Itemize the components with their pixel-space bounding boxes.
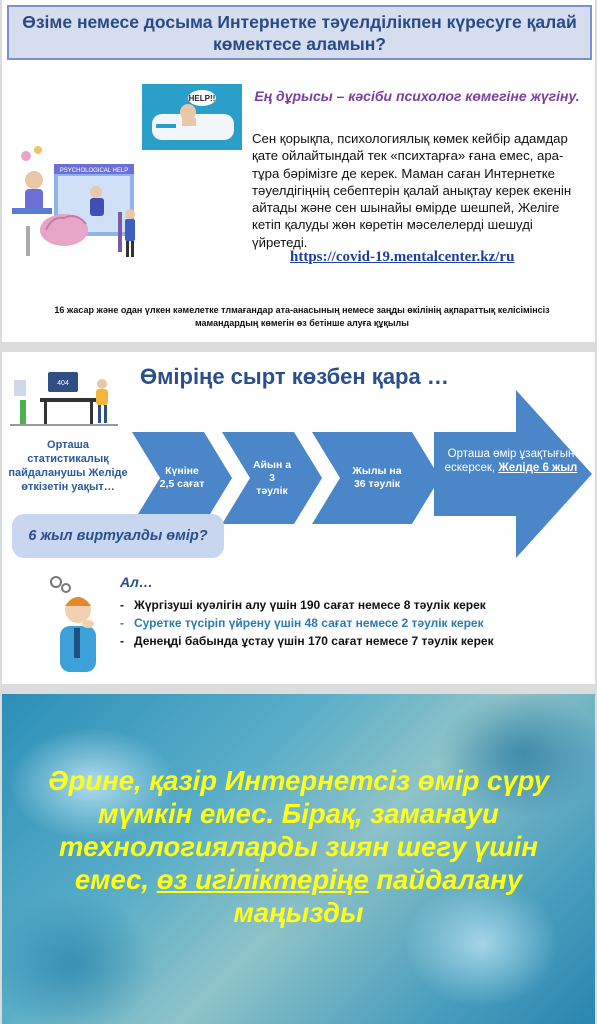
virtual-life-box [12, 514, 224, 558]
svg-text:404: 404 [57, 380, 69, 387]
svg-text:PSYCHOLOGICAL HELP: PSYCHOLOGICAL HELP [59, 168, 129, 174]
chevron-per-month-text: Айын а 3 тәулік [252, 458, 292, 497]
chevron-per-day [132, 432, 232, 524]
al-label: Ал… [120, 574, 153, 590]
slide-dependency-help [2, 0, 595, 342]
chevron-per-year-text: Жылы на 36 тәулік [352, 465, 402, 490]
thinking-person-illustration [42, 574, 112, 674]
list-item: - Денеңді бабында ұстау үшін 170 сағат немесе 7 тәулік керек [120, 634, 494, 648]
stats-label: Орташа статистикалық пайдаланушы Желіде өткізетін уақыт… [8, 439, 128, 493]
comparison-list [120, 596, 590, 650]
footnote: 16 жасар және одан үлкен кәмелетке тлмағандар ата-анасының немесе заңды өкілінің ақпараттық келісімінсіз мамандардың көмегін өз бетінше алуға құқылы [54, 305, 550, 328]
help-bathtub-illustration [142, 84, 242, 150]
slide2-title: Өміріңе сырт көзбен қара … [140, 364, 449, 389]
conclusion-part1: Әрине, қазір Интернетсіз өмір сүру мүмкін емес. Бірақ, заманауи технологияларды зиян шегу үшін емес, [47, 765, 550, 895]
chevron-per-day-text: Күніне 2,5 сағат [159, 465, 205, 490]
list-item: - Суретке түсіріп үйрену үшін 48 сағат немесе 2 тәулік керек [120, 616, 484, 630]
svg-text:HELP!!: HELP!! [188, 94, 216, 103]
404-workspace-illustration [10, 370, 118, 430]
conclusion-text [22, 764, 575, 929]
slide-title: Өзіме немесе досыма Интернетке тәуелділікпен күресуге қалай көмектесе аламын? [22, 11, 577, 54]
psychological-help-illustration [12, 142, 147, 262]
slide-look-at-life [2, 352, 595, 684]
lifetime-arrow-label: Орташа өмір ұзақтығын ескерсек, [444, 448, 575, 474]
mentalcenter-link[interactable]: https://covid-19.mentalcenter.kz/ru [290, 249, 515, 265]
title-box [7, 5, 592, 60]
body-text: Сен қорықпа, психологиялық көмек кейбір адамдар қате ойлайтындай тек «психтарға» ғана емес, ара-тұра бәрімізге де керек. Маман саған Интернетке тәуелдігіңнің себептерін қалай анықтау керек екенін айтады және сен шынайы өмірде шешпей, Желіге кетіп қалуды жөн көретін мәселелерді шешуді үйретеді. [252, 131, 572, 250]
conclusion-part2: пайдалану маңызды [233, 864, 523, 928]
conclusion-underlined: өз игіліктеріңе [156, 864, 369, 895]
chevron-per-year [312, 432, 442, 524]
list-item: - Жүргізуші куәлігін алу үшін 190 сағат немесе 8 тәулік керек [120, 598, 486, 612]
lifetime-arrow-bold: Желіде 6 жыл [498, 462, 578, 474]
slide-conclusion [2, 694, 595, 1024]
virtual-life-text: 6 жыл виртуалды өмір? [28, 528, 208, 544]
chevron-per-month [222, 432, 322, 524]
subtitle: Ең дұрысы – кәсіби психолог көмегіне жүгіну. [254, 88, 580, 104]
lifetime-arrow-text [442, 447, 580, 475]
